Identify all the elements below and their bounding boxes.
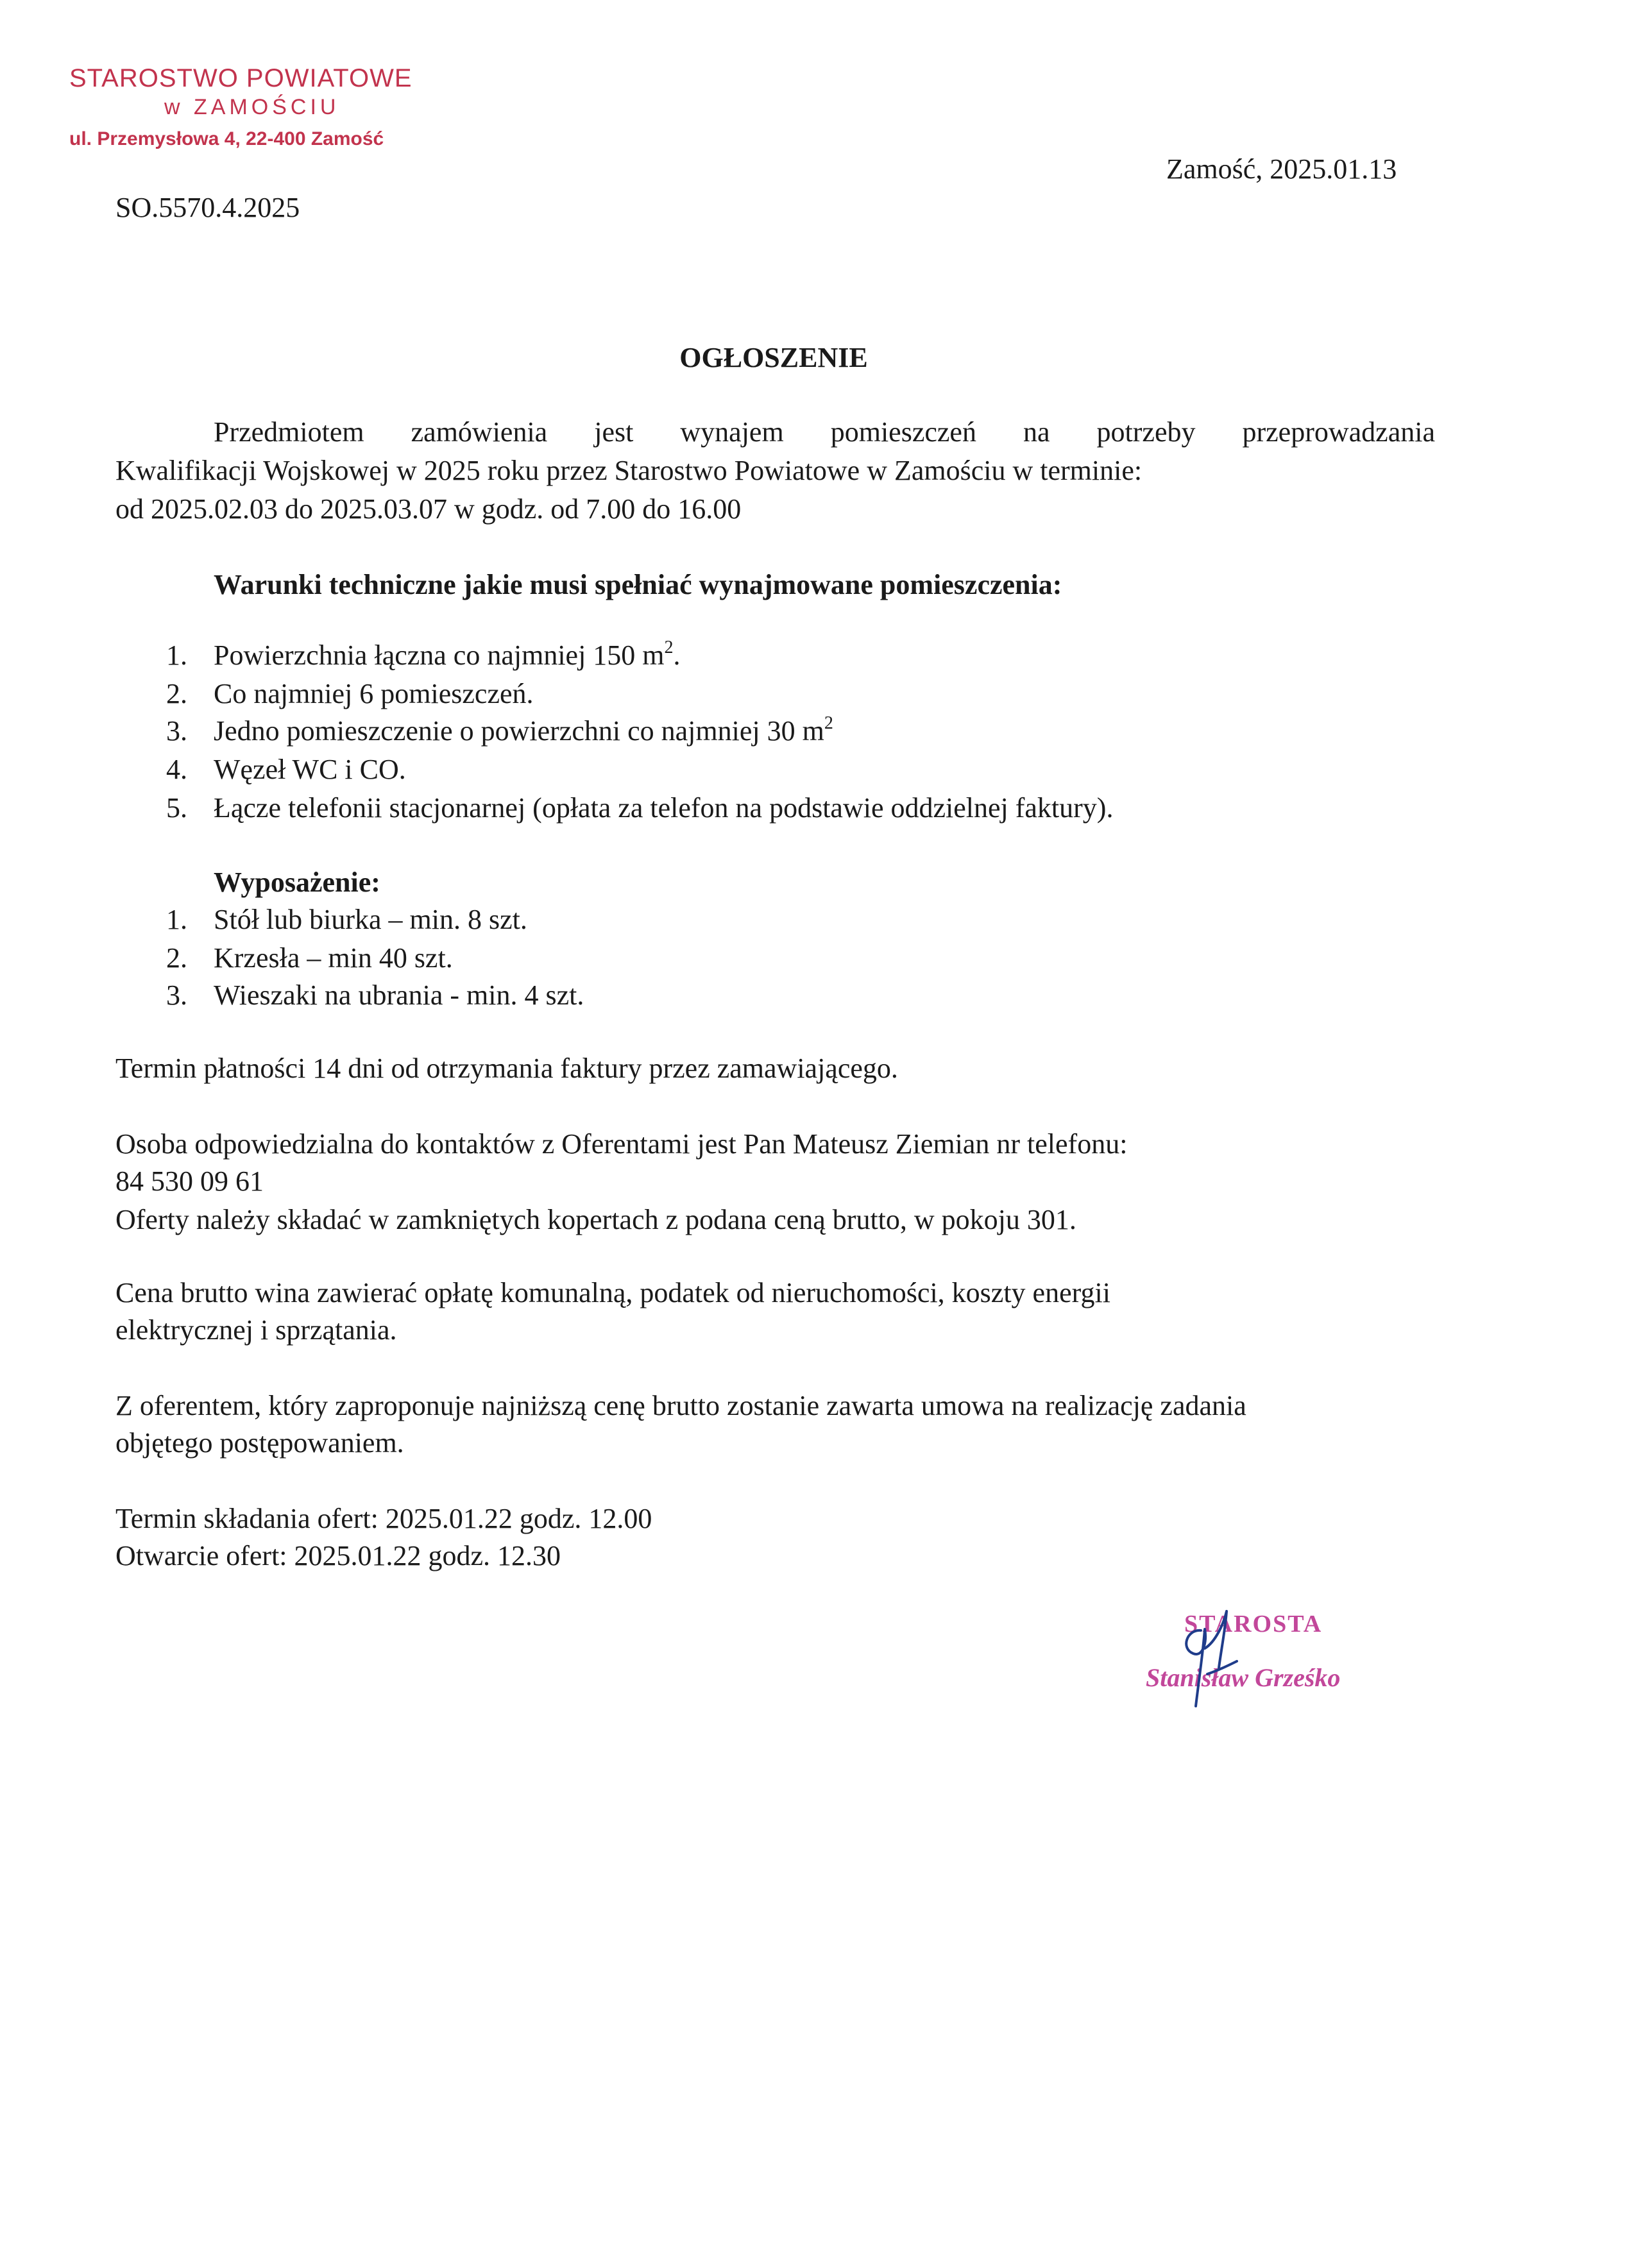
contract-line-1: Z oferentem, który zaproponuje najniższą cenę brutto zostanie zawarta umowa na realizację zadania xyxy=(115,1390,1246,1421)
list-number: 1. xyxy=(166,904,187,935)
letterhead-line3: ul. Przemysłowa 4, 22-400 Zamość xyxy=(69,128,384,149)
intro-word: zamówienia xyxy=(411,416,548,448)
list-number: 2. xyxy=(166,942,187,974)
intro-word: jest xyxy=(594,416,634,448)
stamp-title: STAROSTA xyxy=(1184,1611,1323,1638)
price-line-2: elektrycznej i sprzątania. xyxy=(115,1314,397,1346)
list-number: 4. xyxy=(166,754,187,785)
intro-word: na xyxy=(1023,416,1050,448)
list-suffix: . xyxy=(673,639,681,671)
list-text: Łącze telefonii stacjonarnej (opłata za telefon na podstawie oddzielnej faktury). xyxy=(214,792,1114,824)
payment-terms: Termin płatności 14 dni od otrzymania faktury przez zamawiającego. xyxy=(115,1053,898,1084)
list-text: Wieszaki na ubrania - min. 4 szt. xyxy=(214,979,584,1011)
equipment-heading: Wyposażenie: xyxy=(214,867,380,898)
deadline-opening: Otwarcie ofert: 2025.01.22 godz. 12.30 xyxy=(115,1540,561,1571)
list-number: 2. xyxy=(166,678,187,709)
superscript: 2 xyxy=(824,713,833,734)
letterhead-line1: STAROSTWO POWIATOWE xyxy=(69,64,412,92)
reference-number: SO.5570.4.2025 xyxy=(115,192,300,223)
list-text: Krzesła – min 40 szt. xyxy=(214,942,453,974)
letterhead-line2: w ZAMOŚCIU xyxy=(164,95,340,119)
handwritten-signature xyxy=(1168,1604,1245,1732)
intro-line-3: od 2025.02.03 do 2025.03.07 w godz. od 7.00 do 16.00 xyxy=(115,493,742,525)
stamp-name: Stanisław Grześko xyxy=(1146,1663,1341,1692)
list-text: Co najmniej 6 pomieszczeń. xyxy=(214,678,534,709)
list-text: Węzeł WC i CO. xyxy=(214,754,406,785)
list-text: Stół lub biurka – min. 8 szt. xyxy=(214,904,527,935)
list-text: Jedno pomieszczenie o powierzchni co najmniej 30 m xyxy=(214,715,824,747)
contract-line-2: objętego postępowaniem. xyxy=(115,1427,404,1459)
technical-list xyxy=(0,636,1632,829)
place-date: Zamość, 2025.01.13 xyxy=(1166,153,1397,185)
list-number: 3. xyxy=(166,715,187,747)
contact-line-1: Osoba odpowiedzialna do kontaktów z Oferentami jest Pan Mateusz Ziemian nr telefonu: xyxy=(115,1128,1128,1160)
intro-word: przeprowadzania xyxy=(1242,416,1435,448)
contact-line-3: Oferty należy składać w zamkniętych kopertach z podana ceną brutto, w pokoju 301. xyxy=(115,1204,1076,1235)
contact-phone: 84 530 09 61 xyxy=(115,1165,264,1197)
technical-heading: Warunki techniczne jakie musi spełniać wynajmowane pomieszczenia: xyxy=(214,569,1062,600)
intro-word: potrzeby xyxy=(1096,416,1196,448)
intro-line-1 xyxy=(214,413,1435,452)
list-number: 3. xyxy=(166,979,187,1011)
intro-word: pomieszczeń xyxy=(830,416,976,448)
list-number: 5. xyxy=(166,792,187,824)
deadline-submission: Termin składania ofert: 2025.01.22 godz. 12.00 xyxy=(115,1503,652,1534)
price-line-1: Cena brutto wina zawierać opłatę komunalną, podatek od nieruchomości, koszty energii xyxy=(115,1277,1110,1308)
list-text: Powierzchnia łączna co najmniej 150 m xyxy=(214,639,665,671)
superscript: 2 xyxy=(664,638,674,658)
document-title: OGŁOSZENIE xyxy=(679,342,868,373)
equipment-list xyxy=(0,901,1632,1016)
list-number: 1. xyxy=(166,639,187,671)
intro-line-2: Kwalifikacji Wojskowej w 2025 roku przez Starostwo Powiatowe w Zamościu w terminie: xyxy=(115,455,1143,486)
intro-word: wynajem xyxy=(680,416,784,448)
intro-word: Przedmiotem xyxy=(214,416,364,448)
